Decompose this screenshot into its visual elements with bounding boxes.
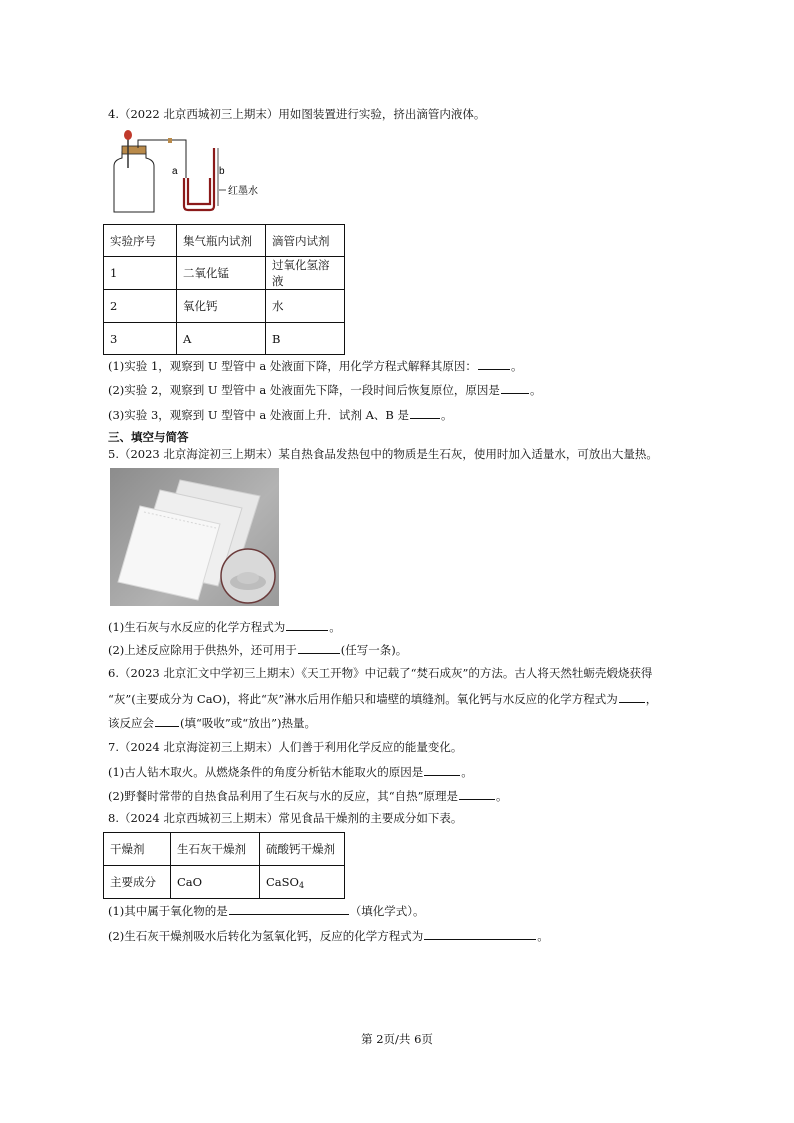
table-cell: CaO bbox=[171, 866, 260, 899]
label-b: b bbox=[219, 166, 225, 177]
label-a: a bbox=[172, 166, 178, 177]
table-cell: B bbox=[266, 323, 345, 355]
q7-sub1: (1)古人钻木取火。从燃烧条件的角度分析钻木能取火的原因是 。 bbox=[108, 765, 473, 779]
answer-blank[interactable] bbox=[298, 641, 340, 654]
q5-sub1: (1)生石灰与水反应的化学方程式为 。 bbox=[108, 620, 341, 634]
q8-stem: 8.（2024 北京西城初三上期末）常见食品干燥剂的主要成分如下表。 bbox=[108, 811, 463, 825]
q6-line2: “灰”(主要成分为 CaO)，将此“灰”淋水后用作船只和墙壁的填缝剂。氧化钙与水反应的化学方程式为 ， bbox=[108, 692, 658, 706]
answer-blank[interactable] bbox=[229, 902, 349, 915]
q8-sub1: (1)其中属于氧化物的是 （填化学式）。 bbox=[108, 904, 425, 918]
q4-sub1: (1)实验 1，观察到 U 型管中 a 处液面下降，用化学方程式解释其原因： 。 bbox=[108, 359, 523, 373]
q4-sub3: (3)实验 3，观察到 U 型管中 a 处液面上升．试剂 A、B 是 。 bbox=[108, 408, 453, 422]
heat-pack-photo bbox=[110, 468, 279, 606]
answer-blank[interactable] bbox=[410, 406, 440, 419]
answer-blank[interactable] bbox=[619, 690, 645, 703]
table-cell: CaSO4 bbox=[260, 866, 345, 899]
q7-sub2: (2)野餐时常带的自热食品利用了生石灰与水的反应，其“自热”原理是 。 bbox=[108, 789, 508, 803]
q6-line3: 该反应会 (填“吸收”或“放出”)热量。 bbox=[108, 716, 316, 730]
q5-sub2: (2)上述反应除用于供热外，还可用于 (任写一条)。 bbox=[108, 643, 408, 657]
table-cell: 1 bbox=[104, 257, 177, 290]
apparatus-diagram bbox=[106, 128, 276, 218]
q5-stem: 5.（2023 北京海淀初三上期末）某自热食品发热包中的物质是生石灰，使用时加入适量水，可放出大量热。 bbox=[108, 447, 658, 461]
stopper bbox=[122, 146, 146, 154]
gas-bottle bbox=[114, 152, 154, 212]
q4-table bbox=[103, 224, 345, 355]
answer-blank[interactable] bbox=[155, 714, 179, 727]
answer-blank[interactable] bbox=[424, 927, 536, 940]
table-cell: 氧化钙 bbox=[177, 290, 266, 323]
q4-stem: 4.（2022 北京西城初三上期末）用如图装置进行实验，挤出滴管内液体。 bbox=[108, 107, 486, 121]
table-cell: 3 bbox=[104, 323, 177, 355]
table-header: 硫酸钙干燥剂 bbox=[260, 833, 345, 866]
dropper-bulb bbox=[124, 130, 132, 140]
q8-sub2: (2)生石灰干燥剂吸水后转化为氢氧化钙，反应的化学方程式为 。 bbox=[108, 929, 549, 943]
table-header: 干燥剂 bbox=[104, 833, 171, 866]
table-header: 滴管内试剂 bbox=[266, 225, 345, 257]
page-footer: 第 2页/共 6页 bbox=[361, 1032, 433, 1046]
table-cell: 水 bbox=[266, 290, 345, 323]
answer-blank[interactable] bbox=[478, 357, 510, 370]
table-cell: 主要成分 bbox=[104, 866, 171, 899]
q6-line1: 6.（2023 北京汇文中学初三上期末）《天工开物》中记载了“焚石成灰”的方法。古人将天然牡蛎壳煅烧获得 bbox=[108, 666, 653, 680]
answer-blank[interactable] bbox=[424, 763, 460, 776]
table-header: 实验序号 bbox=[104, 225, 177, 257]
answer-blank[interactable] bbox=[286, 618, 328, 631]
q4-sub2: (2)实验 2，观察到 U 型管中 a 处液面先下降，一段时间后恢复原位，原因是 。 bbox=[108, 383, 542, 397]
table-cell: 过氧化氢溶液 bbox=[266, 257, 345, 290]
table-header: 生石灰干燥剂 bbox=[171, 833, 260, 866]
table-cell: 2 bbox=[104, 290, 177, 323]
table-cell: A bbox=[177, 323, 266, 355]
table-header: 集气瓶内试剂 bbox=[177, 225, 266, 257]
label-red-ink: 红墨水 bbox=[228, 186, 258, 197]
table-cell: 二氧化锰 bbox=[177, 257, 266, 290]
section-title: 三、填空与简答 bbox=[108, 430, 189, 444]
answer-blank[interactable] bbox=[459, 787, 495, 800]
q8-table bbox=[103, 832, 345, 899]
answer-blank[interactable] bbox=[501, 381, 529, 394]
q7-stem: 7.（2024 北京海淀初三上期末）人们善于利用化学反应的能量变化。 bbox=[108, 740, 463, 754]
